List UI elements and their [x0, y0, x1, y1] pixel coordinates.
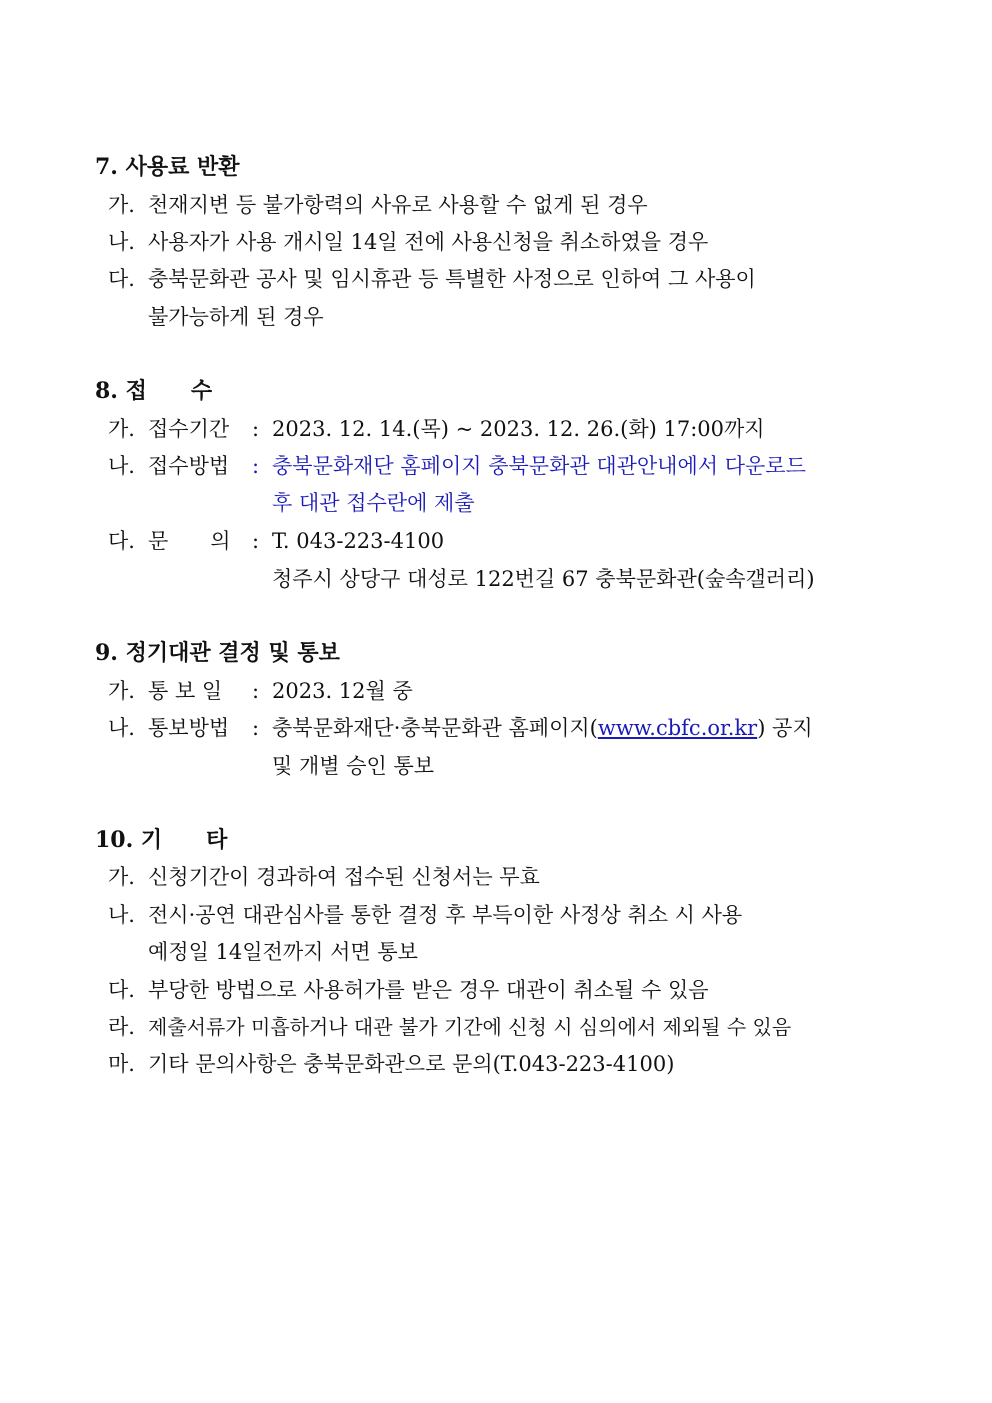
s9-date-value: 2023. 12월 중 — [272, 679, 413, 703]
s8-method-marker: 나. — [108, 454, 135, 478]
s8-inquiry-marker: 다. — [108, 529, 135, 553]
s9-method-value-continuation: 및 개별 승인 통보 — [272, 754, 435, 778]
s9-method-colon: : — [252, 716, 260, 740]
s7-item-1-marker: 가. — [108, 193, 135, 217]
s8-period-value: 2023. 12. 14.(목) ~ 2023. 12. 26.(화) 17:00까지 — [272, 417, 765, 441]
s10-item-5-text: 기타 문의사항은 충북문화관으로 문의(T.043-223-4100) — [148, 1052, 675, 1076]
section-9-title: 9. 정기대관 결정 및 통보 — [95, 640, 340, 666]
s8-inquiry-phone: T. 043-223-4100 — [272, 529, 445, 553]
s7-item-3-continuation: 불가능하게 된 경우 — [148, 305, 324, 329]
s9-method-value-pre: 충북문화재단·충북문화관 홈페이지( — [272, 716, 598, 740]
s8-period-marker: 가. — [108, 417, 135, 441]
s10-item-2-text: 전시·공연 대관심사를 통한 결정 후 부득이한 사정상 취소 시 사용 — [148, 903, 743, 927]
s10-item-3-marker: 다. — [108, 978, 135, 1002]
website-link[interactable]: www.cbfc.or.kr — [597, 716, 758, 740]
s8-period-colon: : — [252, 417, 260, 441]
s10-item-2-continuation: 예정일 14일전까지 서면 통보 — [148, 940, 418, 964]
s9-date-label: 통 보 일 — [148, 679, 223, 703]
s9-method-marker: 나. — [108, 716, 135, 740]
s8-period-label: 접수기간 — [148, 417, 230, 441]
s10-item-4-marker: 라. — [108, 1015, 135, 1039]
s7-item-2-text: 사용자가 사용 개시일 14일 전에 사용신청을 취소하였을 경우 — [148, 230, 709, 254]
section-8-title: 8. 접 수 — [95, 378, 213, 404]
section-10-title: 10. 기 타 — [95, 827, 228, 853]
s8-method-label: 접수방법 — [148, 454, 230, 478]
s7-item-1-text: 천재지변 등 불가항력의 사유로 사용할 수 없게 된 경우 — [148, 193, 648, 217]
s8-inquiry-address: 청주시 상당구 대성로 122번길 67 충북문화관(숲속갤러리) — [272, 567, 815, 591]
s7-item-3-text: 충북문화관 공사 및 임시휴관 등 특별한 사정으로 인하여 그 사용이 — [148, 267, 756, 291]
s8-method-value: 충북문화재단 홈페이지 충북문화관 대관안내에서 다운로드 — [272, 454, 806, 478]
s10-item-1-text: 신청기간이 경과하여 접수된 신청서는 무효 — [148, 865, 540, 889]
s9-date-colon: : — [252, 679, 260, 703]
s10-item-4-text: 제출서류가 미흡하거나 대관 불가 기간에 신청 시 심의에서 제외될 수 있음 — [148, 1015, 792, 1039]
s10-item-1-marker: 가. — [108, 865, 135, 889]
section-7-title: 7. 사용료 반환 — [95, 154, 240, 180]
s8-method-value-continuation: 후 대관 접수란에 제출 — [272, 491, 475, 515]
s8-inquiry-colon: : — [252, 529, 260, 553]
s9-method-value — [272, 713, 813, 743]
s7-item-3-marker: 다. — [108, 267, 135, 291]
s10-item-3-text: 부당한 방법으로 사용허가를 받은 경우 대관이 취소될 수 있음 — [148, 978, 709, 1002]
s10-item-2-marker: 나. — [108, 903, 135, 927]
s8-method-colon: : — [252, 454, 260, 478]
s10-item-5-marker: 마. — [108, 1052, 135, 1076]
s7-item-2-marker: 나. — [108, 230, 135, 254]
s9-date-marker: 가. — [108, 679, 135, 703]
s9-method-value-post: ) 공지 — [757, 716, 813, 740]
s8-inquiry-label: 문 의 — [148, 529, 231, 553]
s9-method-label: 통보방법 — [148, 716, 230, 740]
